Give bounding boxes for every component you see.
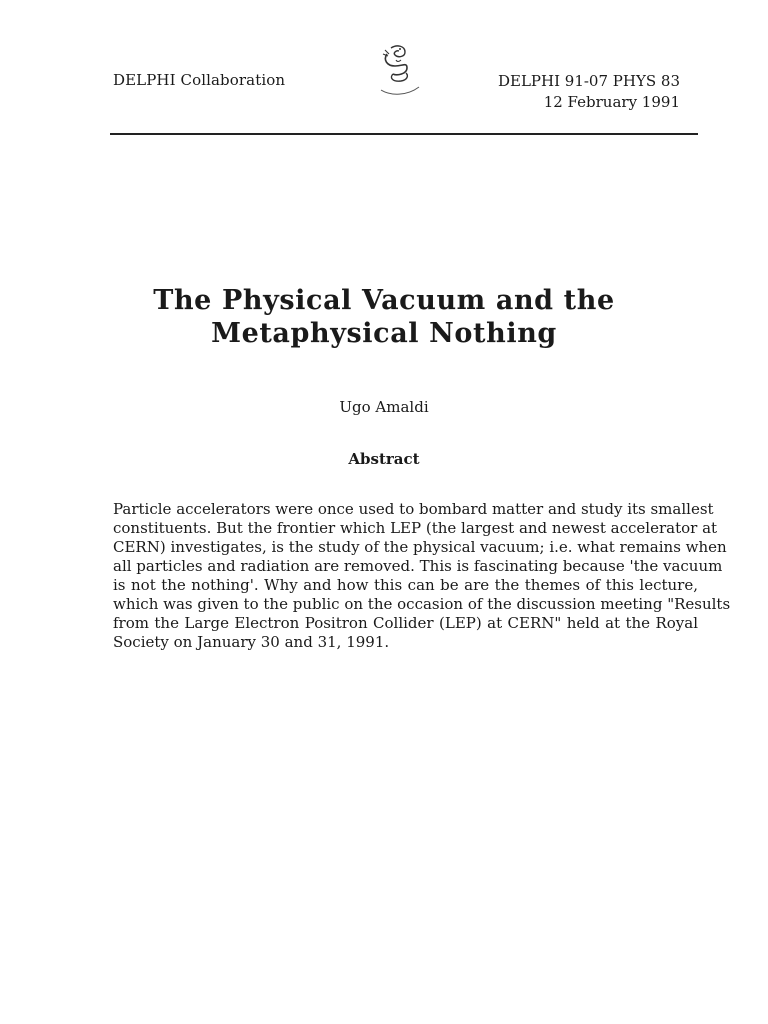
title-line-2: Metaphysical Nothing <box>211 318 557 349</box>
header-divider <box>110 133 698 135</box>
abstract-line: all particles and radiation are removed. This is fascinating because 'the vacuum <box>113 557 723 575</box>
abstract-line: which was given to the public on the occasion of the discussion meeting "Results <box>113 595 731 613</box>
abstract-line: from the Large Electron Positron Collider (LEP) at CERN" held at the Royal <box>113 614 698 632</box>
abstract-line: constituents. But the frontier which LEP (the largest and newest accelerator at <box>113 519 718 537</box>
abstract-line: is not the nothing'. Why and how this can be are the themes of this lecture, <box>113 576 698 594</box>
abstract-heading: Abstract <box>348 450 420 468</box>
abstract-line: Society on January 30 and 31, 1991. <box>113 633 390 651</box>
abstract-line: CERN) investigates, is the study of the physical vacuum; i.e. what remains when <box>113 538 727 556</box>
title-line-1: The Physical Vacuum and the <box>153 285 615 316</box>
abstract-line: Particle accelerators were once used to bombard matter and study its smallest <box>113 500 714 518</box>
delphi-oracle-logo-icon <box>371 40 427 100</box>
report-info <box>498 71 680 113</box>
report-id: DELPHI 91-07 PHYS 83 <box>497 72 680 90</box>
paper-title <box>0 284 768 350</box>
collaboration-name: DELPHI Collaboration <box>113 71 286 89</box>
abstract-body <box>113 500 731 652</box>
author-name: Ugo Amaldi <box>339 398 429 416</box>
report-date: 12 February 1991 <box>543 93 680 111</box>
